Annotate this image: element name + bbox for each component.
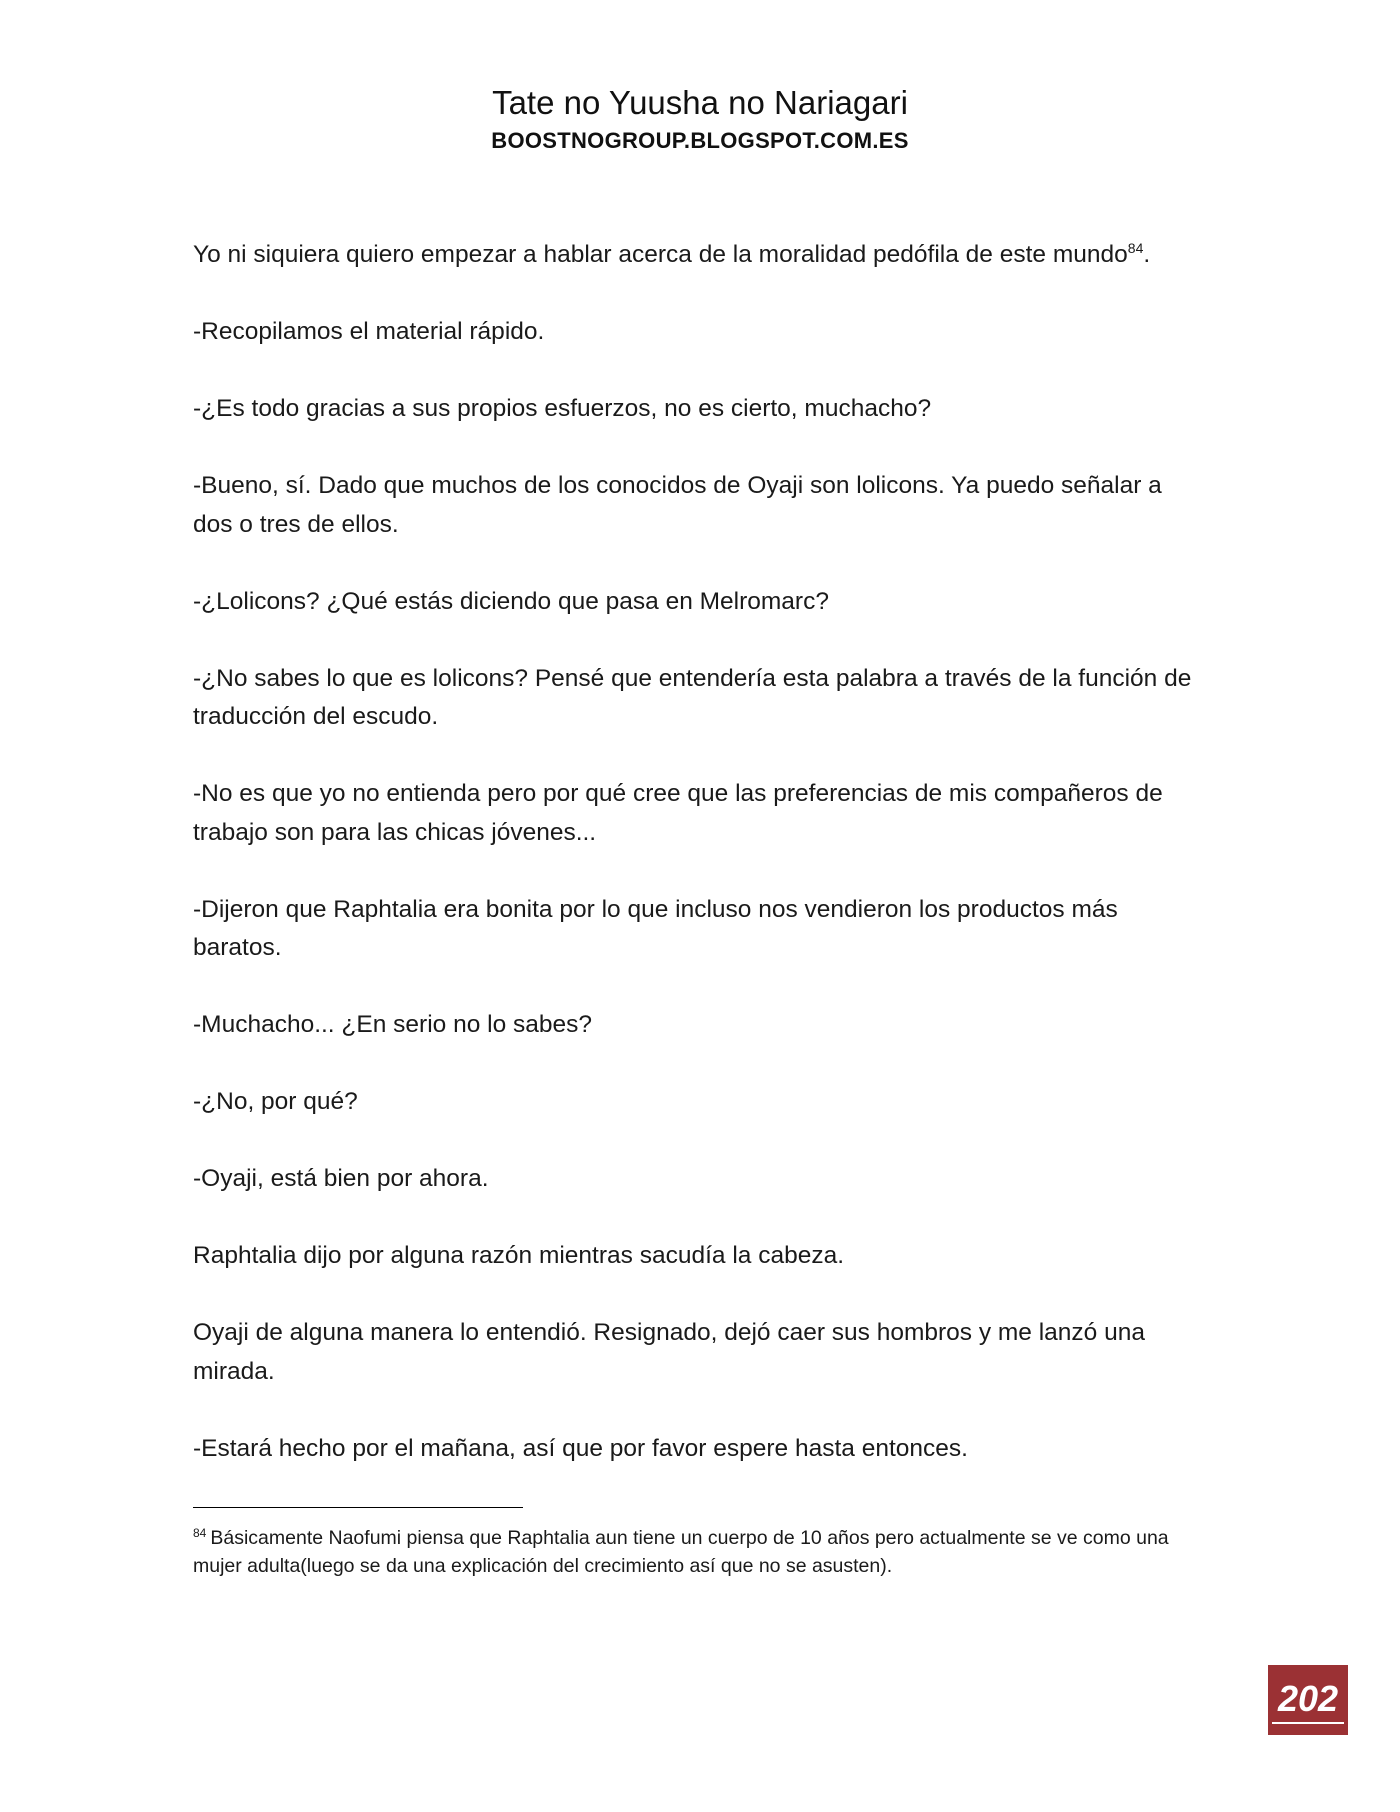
paragraph: Oyaji de alguna manera lo entendió. Resignado, dejó caer sus hombros y me lanzó una mirada. [193,1319,1145,1385]
paragraph-text: Yo ni siquiera quiero empezar a hablar acerca de la moralidad pedófila de este mundo [193,241,1128,268]
paragraph: -¿No, por qué? [193,1088,358,1115]
paragraph: -¿Es todo gracias a sus propios esfuerzos, no es cierto, muchacho? [193,395,932,422]
paragraph: -¿No sabes lo que es lolicons? Pensé que entendería esta palabra a través de la función de traducción del escudo. [193,664,1192,730]
paragraph-end: . [1143,241,1151,268]
site-url: BOOSTNOGROUP.BLOGSPOT.COM.ES [491,128,909,153]
footnote-divider [193,1507,523,1508]
footnote [193,1524,1203,1580]
paragraph [193,236,1203,275]
footnote-reference[interactable]: 84 [1127,239,1144,256]
paragraph: Raphtalia dijo por alguna razón mientras sacudía la cabeza. [193,1242,845,1269]
paragraph: -Recopilamos el material rápido. [193,318,545,345]
page-number-underline [1272,1722,1344,1724]
paragraph: -No es que yo no entienda pero por qué cree que las preferencias de mis compañeros de trabajo son para las chicas jóvenes... [193,780,1163,846]
paragraph: -Muchacho... ¿En serio no lo sabes? [193,1011,593,1038]
paragraph: -Oyaji, está bien por ahora. [193,1165,489,1192]
paragraph: -Estará hecho por el mañana, así que por favor espere hasta entonces. [193,1434,968,1462]
page-number: 202 [1277,1678,1339,1719]
page-header [0,82,1400,156]
paragraph: -Bueno, sí. Dado que muchos de los conocidos de Oyaji son lolicons. Ya puedo señalar a dos o tres de ellos. [193,472,1162,538]
footnote-text: Básicamente Naofumi piensa que Raphtalia aun tiene un cuerpo de 10 años pero actualmente se ve como una mujer adulta(luego se da una explicación del crecimiento así que no se asusten). [193,1527,1169,1577]
paragraph: -¿Lolicons? ¿Qué estás diciendo que pasa en Melromarc? [193,587,829,615]
book-title: Tate no Yuusha no Nariagari [492,84,908,121]
footnote-number: 84 [193,1525,207,1540]
paragraph: -Dijeron que Raphtalia era bonita por lo que incluso nos vendieron los productos más baratos. [193,895,1118,961]
body-text [193,236,1203,1468]
